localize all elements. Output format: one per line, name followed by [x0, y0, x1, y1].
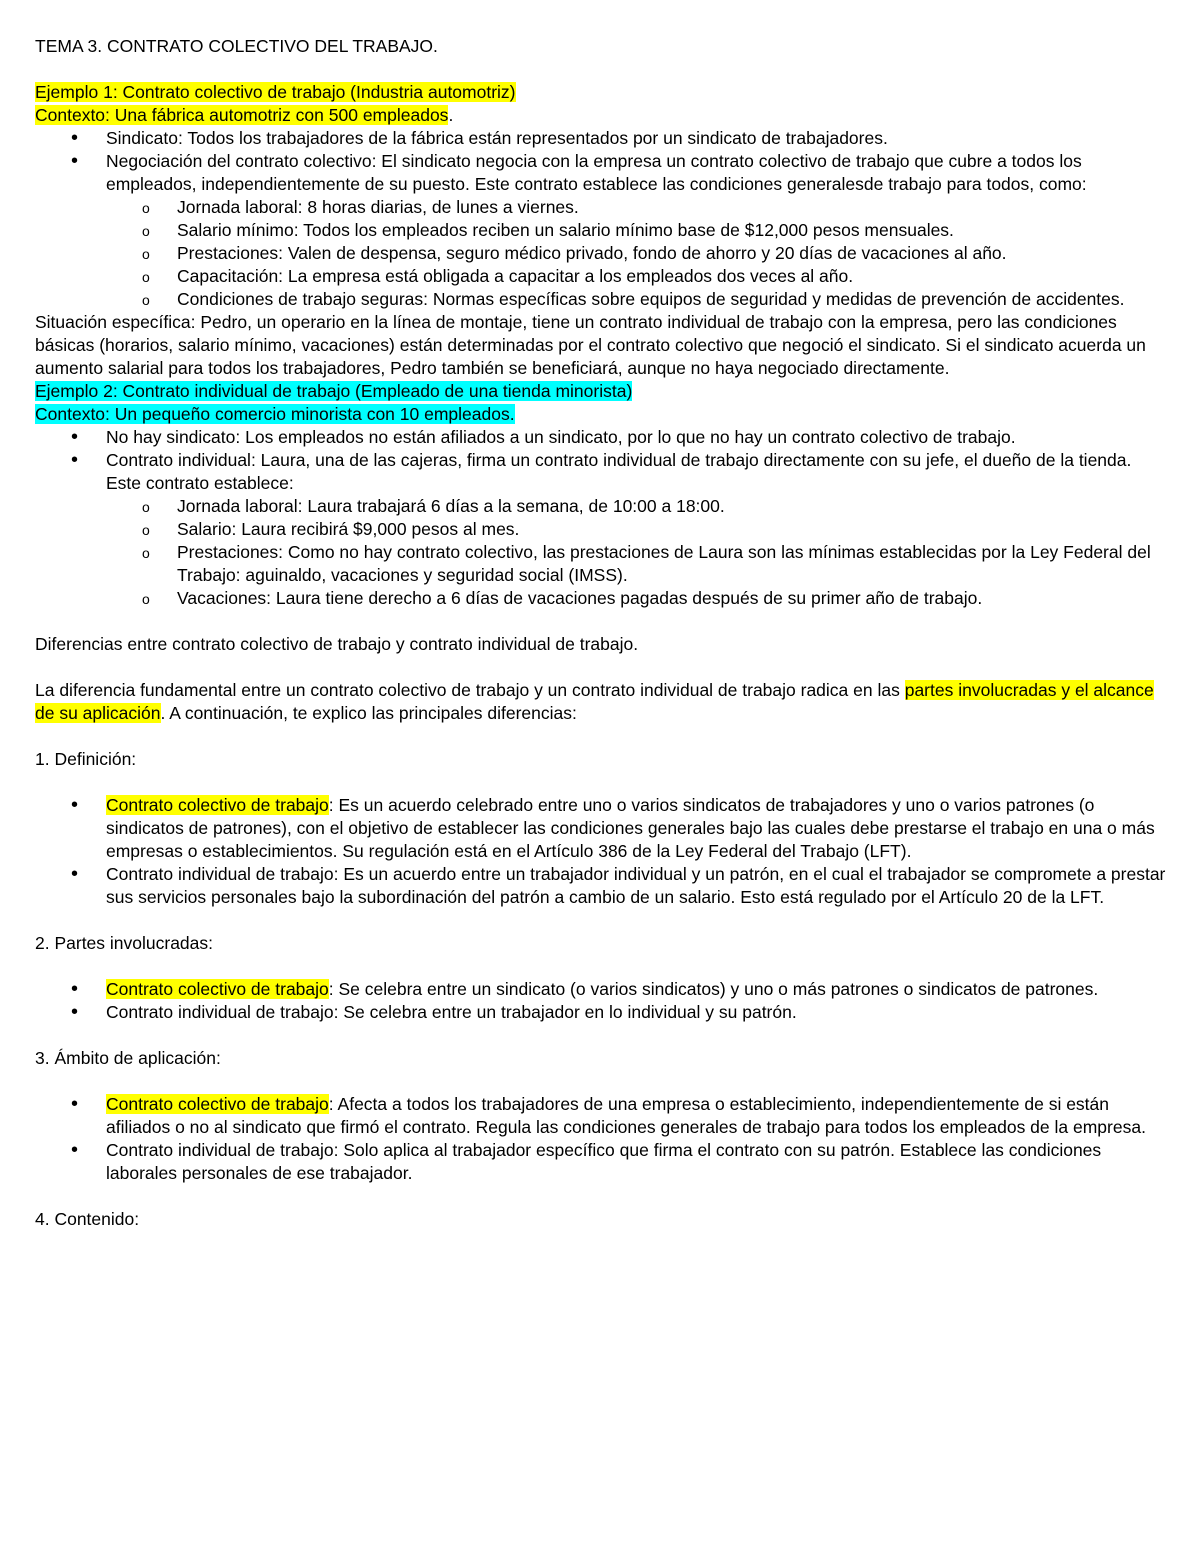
document-page: [35, 35, 1170, 1231]
list-item: [35, 426, 1170, 449]
colectivo-text: : Se celebra entre un sindicato (o varios sindicatos) y uno o más patrones o sindicatos de patrones.: [328, 979, 1099, 999]
colectivo-text: : Es un acuerdo celebrado entre uno o varios sindicatos de trabajadores y uno o varios patrones (o sindicatos de patrones), con el objetivo de establecer las condiciones generales bajo las cuales debe prestarse el trabajo en una o más empresas o establecimientos. Su regulación está en el Artículo 386 de la Ley Federal del Trabajo (LFT).: [106, 795, 1155, 861]
sub-list-item: o Capacitación: La empresa está obligada a capacitar a los empleados dos veces al año.: [35, 265, 1170, 288]
list-item: • Contrato individual de trabajo: Solo aplica al trabajador específico que firma el contrato con su patrón. Establece las condiciones laborales personales de ese trabajador.: [35, 1139, 1170, 1185]
sub-list-item: o Prestaciones: Valen de despensa, seguro médico privado, fondo de ahorro y 20 días de vacaciones al año.: [35, 242, 1170, 265]
list-item: [35, 794, 1170, 863]
example-1-context: [35, 104, 1170, 127]
section-3-heading: 3. Ámbito de aplicación:: [35, 1048, 221, 1068]
example-1-situation: Situación específica: Pedro, un operario en la línea de montaje, tiene un contrato individual de trabajo con la empresa, pero las condiciones básicas (horarios, salario mínimo, vacaciones) están determinadas por el contrato colectivo que negoció el sindicato. Si el sindicato acuerda un aumento salarial para todos los trabajadores, Pedro también se beneficiará, aunque no haya negociado directamente.: [35, 312, 1146, 378]
sub-list-item: o Jornada laboral: 8 horas diarias, de lunes a viernes.: [35, 196, 1170, 219]
example-1-bullet-list: [35, 127, 1170, 311]
list-item: [35, 449, 1170, 610]
example-2-context-highlight: Contexto: Un pequeño comercio minorista con 10 empleados.: [35, 404, 515, 424]
colectivo-label: Contrato colectivo de trabajo: [106, 795, 329, 815]
differences-heading: Diferencias entre contrato colectivo de trabajo y contrato individual de trabajo.: [35, 634, 639, 654]
section-2-heading: 2. Partes involucradas:: [35, 933, 214, 953]
colectivo-label: Contrato colectivo de trabajo: [106, 979, 329, 999]
example-2-sub-list: [35, 495, 1170, 610]
list-item: [35, 978, 1170, 1001]
bullet-text: Sindicato: Todos los trabajadores de la fábrica están representados por un sindicato de trabajadores.: [106, 128, 888, 148]
sub-list-item: o Salario: Laura recibirá $9,000 pesos al mes.: [35, 518, 1170, 541]
sub-list-item: o Salario mínimo: Todos los empleados reciben un salario mínimo base de $12,000 pesos mensuales.: [35, 219, 1170, 242]
example-2-heading-highlight: Ejemplo 2: Contrato individual de trabajo (Empleado de una tienda minorista): [35, 381, 633, 401]
intro-text: La diferencia fundamental entre un contrato colectivo de trabajo y un contrato individual de trabajo radica en las: [35, 680, 905, 700]
intro-highlight: partes involucradas y el alcance de su aplicación: [35, 680, 1154, 723]
bullet-text: Negociación del contrato colectivo: El sindicato negocia con la empresa un contrato colectivo de trabajo que cubre a todos los empleados, independientemente de su puesto. Este contrato establece las condiciones generalesde trabajo para todos, como:: [106, 151, 1087, 194]
document-title: TEMA 3. CONTRATO COLECTIVO DEL TRABAJO.: [35, 36, 438, 56]
section-1-list: [35, 794, 1170, 909]
example-1-context-tail: .: [448, 105, 454, 125]
sub-list-item: o Prestaciones: Como no hay contrato colectivo, las prestaciones de Laura son las mínimas establecidas por la Ley Federal del Trabajo: aguinaldo, vacaciones y seguridad social (IMSS).: [35, 541, 1170, 587]
sub-list-item: o Jornada laboral: Laura trabajará 6 días a la semana, de 10:00 a 18:00.: [35, 495, 1170, 518]
bullet-text: Contrato individual: Laura, una de las cajeras, firma un contrato individual de trabajo directamente con su jefe, el dueño de la tienda. Este contrato establece:: [106, 450, 1132, 493]
section-4-heading: 4. Contenido:: [35, 1209, 140, 1229]
bullet-text: No hay sindicato: Los empleados no están afiliados a un sindicato, por lo que no hay un contrato colectivo de trabajo.: [106, 427, 1016, 447]
intro-text-end: . A continuación, te explico las principales diferencias:: [160, 703, 577, 723]
example-2-heading: [35, 380, 1170, 403]
colectivo-text: : Afecta a todos los trabajadores de una empresa o establecimiento, independientemente de si están afiliados o no al sindicato que firmó el contrato. Regula las condiciones generales de trabajo para todos los empleados de la empresa.: [106, 1094, 1146, 1137]
section-2-list: [35, 978, 1170, 1024]
example-1-sub-list: [35, 196, 1170, 311]
list-item: • Contrato individual de trabajo: Se celebra entre un trabajador en lo individual y su patrón.: [35, 1001, 1170, 1024]
example-1-context-highlight: Contexto: Una fábrica automotriz con 500 empleados: [35, 105, 449, 125]
sub-list-item: o Vacaciones: Laura tiene derecho a 6 días de vacaciones pagadas después de su primer año de trabajo.: [35, 587, 1170, 610]
differences-intro: [35, 679, 1170, 725]
list-item: [35, 150, 1170, 311]
example-2-bullet-list: [35, 426, 1170, 610]
sub-list-item: o Condiciones de trabajo seguras: Normas específicas sobre equipos de seguridad y medidas de prevención de accidentes.: [35, 288, 1170, 311]
list-item: [35, 127, 1170, 150]
section-3-list: [35, 1093, 1170, 1185]
colectivo-label: Contrato colectivo de trabajo: [106, 1094, 329, 1114]
example-1-heading-highlight: Ejemplo 1: Contrato colectivo de trabajo (Industria automotriz): [35, 82, 516, 102]
section-1-heading: 1. Definición:: [35, 749, 137, 769]
list-item: [35, 1093, 1170, 1139]
example-2-context: [35, 403, 1170, 426]
list-item: • Contrato individual de trabajo: Es un acuerdo entre un trabajador individual y un patrón, en el cual el trabajador se compromete a prestar sus servicios personales bajo la subordinación del patrón a cambio de un salario. Esto está regulado por el Artículo 20 de la LFT.: [35, 863, 1170, 909]
example-1-heading: [35, 81, 1170, 104]
